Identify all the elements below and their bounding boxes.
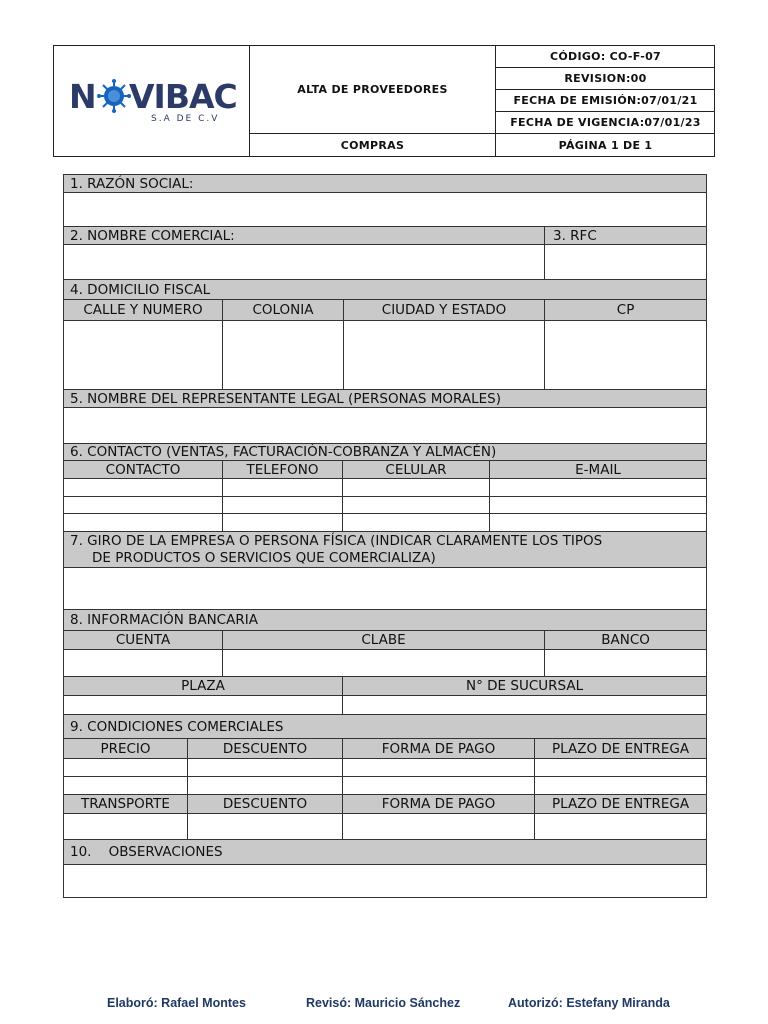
section-giro-header <box>64 532 707 568</box>
signature-autorizo <box>508 996 670 1010</box>
page-number-text: PÁGINA 1 DE 1 <box>558 139 653 152</box>
forma-pago-field-3[interactable] <box>343 814 535 840</box>
code-text: CÓDIGO: CO-F-07 <box>550 49 661 63</box>
column-plaza-label: PLAZA <box>181 678 225 694</box>
plaza-field[interactable] <box>64 696 343 715</box>
column-transporte-label: TRANSPORTE <box>81 796 170 812</box>
plazo-entrega-field[interactable] <box>535 759 707 777</box>
column-descuento-label: DESCUENTO <box>222 740 308 757</box>
column-calle-numero <box>64 300 223 321</box>
column-forma-pago-2-label: FORMA DE PAGO <box>381 796 496 812</box>
signature-autorizo-text: Autorizó: Estefany Miranda <box>508 996 670 1010</box>
column-contacto-label: CONTACTO <box>105 461 181 478</box>
section-observaciones-label: 10. OBSERVACIONES <box>70 844 223 860</box>
celular-field-3[interactable] <box>343 514 490 532</box>
column-plazo-entrega-label: PLAZO DE ENTREGA <box>552 740 690 757</box>
logo-cell <box>53 45 250 157</box>
code-cell <box>496 45 715 68</box>
column-telefono <box>223 461 343 479</box>
section-domicilio-fiscal-header <box>64 280 707 300</box>
section-razon-social-label: 1. RAZÓN SOCIAL: <box>70 175 194 192</box>
cuenta-field[interactable] <box>64 650 223 677</box>
celular-field-2[interactable] <box>343 497 490 514</box>
svg-text:S.A DE C.V: S.A DE C.V <box>151 114 220 124</box>
column-ciudad-estado <box>344 300 545 321</box>
column-precio <box>64 739 188 759</box>
email-field-1[interactable] <box>490 479 707 497</box>
section-giro-label-line2: DE PRODUCTOS O SERVICIOS QUE COMERCIALIZA) <box>92 549 436 566</box>
section-contacto-label: 6. CONTACTO (VENTAS, FACTURACIÓN-COBRANZA Y ALMACÉN) <box>70 444 497 460</box>
telefono-field-3[interactable] <box>223 514 343 532</box>
supplier-form-table <box>63 174 707 898</box>
column-clabe <box>223 631 545 650</box>
column-cuenta <box>64 631 223 650</box>
precio-field-2[interactable] <box>64 777 188 795</box>
column-banco <box>545 631 707 650</box>
column-colonia-label: COLONIA <box>252 302 314 318</box>
column-calle-numero-label: CALLE Y NUMERO <box>83 302 203 318</box>
section-representante-legal-label: 5. NOMBRE DEL REPRESENTANTE LEGAL (PERSONAS MORALES) <box>70 390 501 407</box>
column-celular <box>343 461 490 479</box>
column-celular-label: CELULAR <box>385 461 447 478</box>
column-contacto <box>64 461 223 479</box>
page-number-cell <box>496 134 715 157</box>
validity-date-cell <box>496 112 715 134</box>
descuento-field-2[interactable] <box>188 777 343 795</box>
observaciones-field[interactable] <box>64 865 707 898</box>
document-title <box>250 45 496 134</box>
supplier-form <box>63 174 706 898</box>
forma-pago-field-2[interactable] <box>343 777 535 795</box>
giro-field[interactable] <box>64 568 707 610</box>
column-plaza <box>64 677 343 696</box>
section-domicilio-fiscal-label: 4. DOMICILIO FISCAL <box>70 281 211 298</box>
section-rfc-header <box>545 227 707 245</box>
validity-date-text: FECHA DE VIGENCIA:07/01/23 <box>510 116 701 129</box>
section-condiciones-comerciales-header <box>64 715 707 739</box>
forma-pago-field[interactable] <box>343 759 535 777</box>
svg-text:VIBAC: VIBAC <box>129 77 237 116</box>
email-field-2[interactable] <box>490 497 707 514</box>
descuento-field-3[interactable] <box>188 814 343 840</box>
column-precio-label: PRECIO <box>100 740 151 757</box>
representante-legal-field[interactable] <box>64 408 707 444</box>
razon-social-field[interactable] <box>64 193 707 227</box>
emission-date-cell <box>496 90 715 112</box>
revision-cell <box>496 68 715 90</box>
column-plazo-entrega <box>535 739 707 759</box>
plazo-entrega-field-3[interactable] <box>535 814 707 840</box>
section-contacto-header <box>64 444 707 461</box>
section-nombre-comercial-label: 2. NOMBRE COMERCIAL: <box>70 227 235 244</box>
company-logo <box>67 75 237 125</box>
svg-text:N: N <box>69 77 96 116</box>
column-cp-label: CP <box>616 302 635 318</box>
column-forma-pago-label: FORMA DE PAGO <box>381 740 496 757</box>
column-sucursal-label: N° DE SUCURSAL <box>466 678 584 694</box>
section-razon-social-header <box>64 175 707 193</box>
section-condiciones-comerciales-label: 9. CONDICIONES COMERCIALES <box>70 718 284 735</box>
plazo-entrega-field-2[interactable] <box>535 777 707 795</box>
contacto-field-2[interactable] <box>64 497 223 514</box>
section-nombre-comercial-header <box>64 227 545 245</box>
revision-text: REVISION:00 <box>564 72 647 85</box>
department-cell <box>250 134 496 157</box>
signature-elaboro-text: Elaboró: Rafael Montes <box>107 996 246 1010</box>
column-descuento-2 <box>188 795 343 814</box>
section-informacion-bancaria-label: 8. INFORMACIÓN BANCARIA <box>70 612 258 628</box>
rfc-field[interactable] <box>545 245 707 280</box>
section-observaciones-header <box>64 840 707 865</box>
contacto-field-1[interactable] <box>64 479 223 497</box>
column-banco-label: BANCO <box>601 632 650 648</box>
column-sucursal <box>343 677 707 696</box>
clabe-field[interactable] <box>223 650 545 677</box>
section-rfc-label: 3. RFC <box>553 227 597 244</box>
section-informacion-bancaria-header <box>64 610 707 631</box>
colonia-field[interactable] <box>223 321 344 390</box>
emission-date-text: FECHA DE EMISIÓN:07/01/21 <box>513 94 698 107</box>
sucursal-field[interactable] <box>343 696 707 715</box>
department-text: COMPRAS <box>340 139 405 152</box>
column-plazo-entrega-2 <box>535 795 707 814</box>
celular-field-1[interactable] <box>343 479 490 497</box>
telefono-field-2[interactable] <box>223 497 343 514</box>
signature-reviso <box>306 996 460 1010</box>
ciudad-estado-field[interactable] <box>344 321 545 390</box>
novibac-logo-graphic <box>67 75 237 125</box>
nombre-comercial-field[interactable] <box>64 245 545 280</box>
column-plazo-entrega-2-label: PLAZO DE ENTREGA <box>552 796 690 812</box>
column-cp <box>545 300 707 321</box>
signature-elaboro <box>107 996 246 1010</box>
banco-field[interactable] <box>545 650 707 677</box>
section-giro-label-line1: 7. GIRO DE LA EMPRESA O PERSONA FÍSICA (INDICAR CLARAMENTE LOS TIPOS <box>70 532 603 549</box>
email-field-3[interactable] <box>490 514 707 532</box>
column-email-label: E-MAIL <box>575 461 621 478</box>
precio-field[interactable] <box>64 759 188 777</box>
column-email <box>490 461 707 479</box>
column-forma-pago-2 <box>343 795 535 814</box>
contacto-field-3[interactable] <box>64 514 223 532</box>
cp-field[interactable] <box>545 321 707 390</box>
column-descuento <box>188 739 343 759</box>
transporte-field[interactable] <box>64 814 188 840</box>
descuento-field[interactable] <box>188 759 343 777</box>
telefono-field-1[interactable] <box>223 479 343 497</box>
column-descuento-2-label: DESCUENTO <box>222 796 308 812</box>
column-ciudad-estado-label: CIUDAD Y ESTADO <box>381 302 507 318</box>
calle-numero-field[interactable] <box>64 321 223 390</box>
section-representante-legal-header <box>64 390 707 408</box>
column-clabe-label: CLABE <box>361 632 406 648</box>
column-transporte <box>64 795 188 814</box>
column-cuenta-label: CUENTA <box>115 632 171 648</box>
document-title-text: ALTA DE PROVEEDORES <box>297 82 448 96</box>
column-colonia <box>223 300 344 321</box>
signature-reviso-text: Revisó: Mauricio Sánchez <box>306 996 461 1010</box>
column-telefono-label: TELEFONO <box>246 461 319 478</box>
column-forma-pago <box>343 739 535 759</box>
